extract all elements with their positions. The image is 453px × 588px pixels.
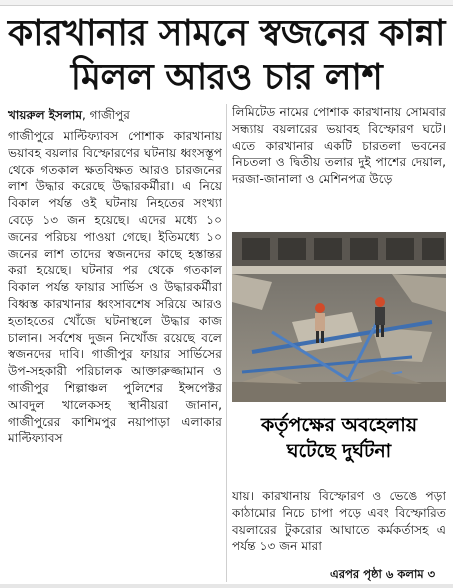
article-paragraph: যায়। কারখানায় বিস্ফোরণ ও ভেঙে পড়া কাঠামোর নিচে চাপা পড়ে এবং বিস্ফোরিত বয়লারের টুকরোর আঘাতে কর্মকর্তাসহ এ পর্যন্ত ১৩ জন মারা: [232, 489, 446, 554]
headline-line-2: মিলল আরও চার লাশ: [70, 57, 383, 98]
continuation-note: এরপর পৃষ্ঠা ৬ কলাম ৩: [330, 567, 436, 581]
factory-rubble-photo-icon: [232, 232, 446, 402]
subheadline-line-1: কর্তৃপক্ষের অবহেলায়: [260, 414, 418, 436]
subheadline-line-2: ঘটেছে দুর্ঘটনা: [286, 440, 392, 462]
article-body-left-column: [8, 128, 222, 583]
article-body-right-top: [232, 104, 446, 224]
page-top-strip: [0, 0, 453, 6]
byline-author: খায়রুল ইসলাম: [8, 108, 83, 122]
subheadline: [232, 404, 446, 484]
page-bottom-strip: [0, 584, 453, 588]
article-paragraph: গাজীপুরে মাল্টিফ্যাবস পোশাক কারখানায় ভয়াবহ বয়লার বিস্ফোরণের ঘটনায় ধ্বংসস্তূপ থেকে গতকাল ক্ষতবিক্ষত আরও চারজনের লাশ উদ্ধার করেছে উদ্ধারকর্মীরা। এ নিয়ে বিকাল পর্যন্ত ওই ঘটনায় নিহতের সংখ্যা বেড়ে ১৩ জন হয়েছে। এদের মধ্যে ১০ জনের পরিচয় পাওয়া গেছে। ইতিমধ্যে ১০ জনের লাশ তাদের স্বজনদের কাছে হস্তান্তর করা হয়েছে। ঘটনার পর থেকে গতকাল বিকাল পর্যন্ত ফায়ার সার্ভিস ও উদ্ধারকর্মীরা বিধ্বস্ত কারখানার ধ্বংসাবশেষ সরিয়ে আরও হতাহতের খোঁজে ঘটনাস্থলে উদ্ধার কাজ চালান। সর্বশেষ দুজন নিখোঁজ রয়েছে বলে স্বজনদের দাবি। গাজীপুর ফায়ার সার্ভিসের উপ-সহকারী পরিচালক আক্তারুজ্জামান ও গাজীপুর শিল্পাঞ্চল পুলিশের ইন্সপেক্টর আবদুল খালেকসহ স্থানীয়রা জানান, গাজীপুরের কাশিমপুর নয়াপাড়া এলাকার মাল্টিফ্যাবস: [8, 129, 222, 446]
byline: [8, 107, 130, 123]
headline-line-1: কারখানার সামনে স্বজনের কান্না: [8, 13, 445, 54]
article-paragraph: লিমিটেড নামের পোশাক কারখানায় সোমবার সন্ধ্যায় বয়লারের ভয়াবহ বিস্ফোরণ ঘটে। এতে কারখানার একটি চারতলা ভবনের নিচতলা ও দ্বিতীয় তলার দুই পাশের দেয়াল, দরজা-জানালা ও মেশিনপত্র উড়ে: [232, 105, 446, 187]
byline-location: , গাজীপুর: [82, 108, 130, 122]
column-divider: [226, 104, 227, 582]
news-photo: [232, 232, 446, 402]
